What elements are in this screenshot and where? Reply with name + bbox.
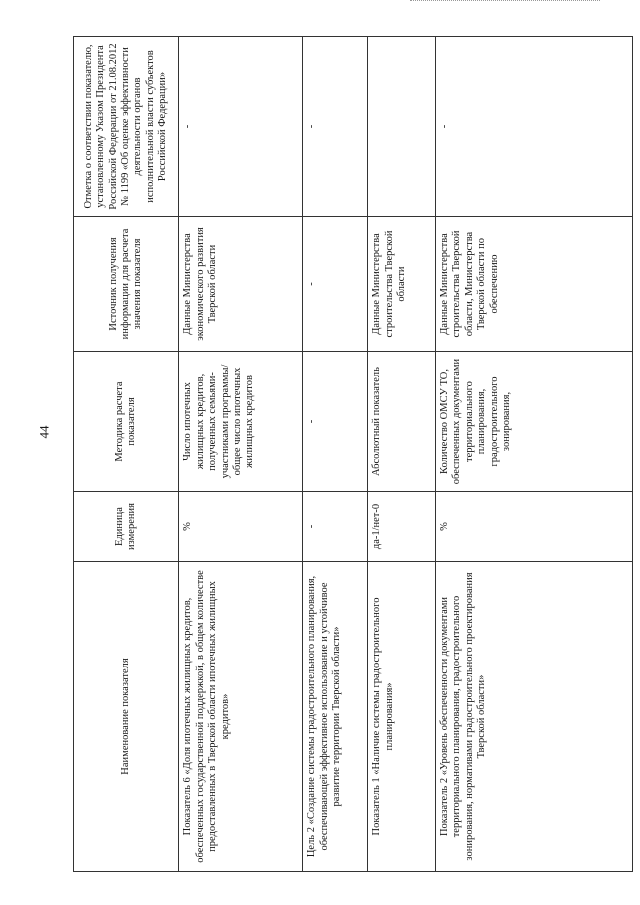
cell-source: Данные Министерства экономического развития Тверской области (179, 217, 303, 352)
cell-unit: % (179, 492, 303, 562)
header-method: Методика расчета показателя (74, 352, 179, 492)
cell-name: Цель 2 «Создание системы градостроительного планирования, обеспечивающей эффективное использование и устойчивое развитие территории Тверской области» (303, 562, 368, 872)
cell-mark: - (303, 37, 368, 217)
table-header-row (74, 37, 179, 872)
cell-name: Показатель 1 «Наличие системы градостроительного планирования» (368, 562, 436, 872)
table-row (179, 37, 303, 872)
cell-source: Данные Министерства строительства Тверской области (368, 217, 436, 352)
cell-name: Показатель 2 «Уровень обеспеченности документами территориального планирования, градостроительного зонирования, нормативами градостроительного проектирования Тверской области» (436, 562, 633, 872)
cell-source: - (303, 217, 368, 352)
header-mark: Отметка о соответствии показателю, установленному Указом Президента Российской Федерации от 21.08.2012 № 1199 «Об оценке эффективности деятельности органов исполнительной власти субъектов Российской Федерации» (74, 37, 179, 217)
cell-method: Количество ОМСУ ТО, обеспеченных документами территориального планирования, градостроительного зонирования, (436, 352, 633, 492)
cell-method: - (303, 352, 368, 492)
cell-source: Данные Министерства строительства Тверской области, Министерства Тверской области по обеспечению (436, 217, 633, 352)
cell-mark (368, 37, 436, 217)
cell-unit: да-1/нет-0 (368, 492, 436, 562)
cell-name: Показатель 6 «Доля ипотечных жилищных кредитов, обеспеченных государственной поддержкой, в общем количестве предоставленных в Тверской области ипотечных жилищных кредитов» (179, 562, 303, 872)
cell-mark: - (179, 37, 303, 217)
cell-unit: - (303, 492, 368, 562)
table-row (303, 37, 368, 872)
header-source: Источник получения информации для расчета значения показателя (74, 217, 179, 352)
table-row (368, 37, 436, 872)
header-name: Наименование показателя (74, 562, 179, 872)
cell-method: Число ипотечных жилищных кредитов, полученных семьями-участниками программы/ общее число ипотечных жилищных кредитов (179, 352, 303, 492)
rotated-table-wrapper (73, 37, 633, 872)
cell-method: Абсолютный показатель (368, 352, 436, 492)
cell-unit: % (436, 492, 633, 562)
table-row (436, 37, 633, 872)
scan-edge-line (410, 0, 600, 4)
header-unit: Единица измерения (74, 492, 179, 562)
cell-mark: - (436, 37, 633, 217)
indicator-table (73, 36, 633, 872)
page-number: 44 (36, 425, 52, 439)
